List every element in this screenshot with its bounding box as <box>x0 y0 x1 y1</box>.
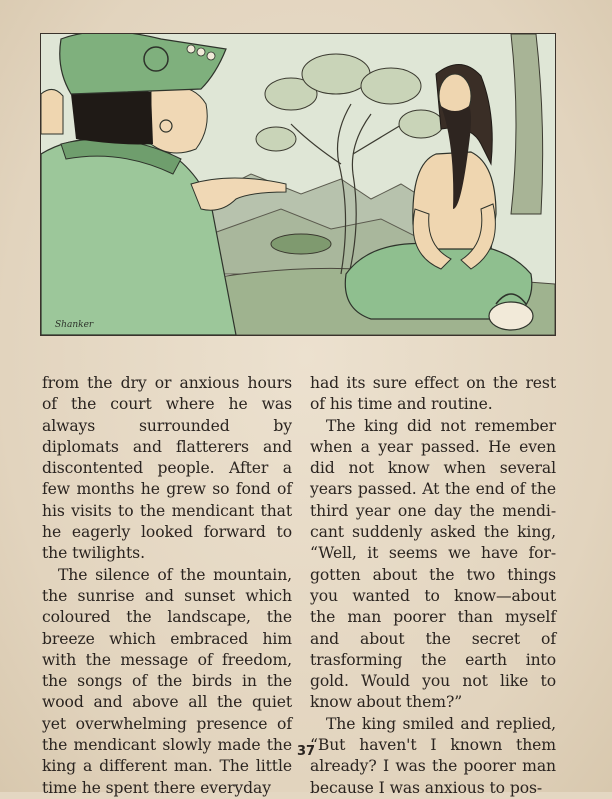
text-column-right <box>310 373 556 799</box>
paragraph: The king did not remember when a year passed. He even did not know when several years passed. At the end of the third year one day the mendi-cant suddenly asked the king, “Well, it seems we have for-gotten about the two things you wanted to know—about the man poorer than myself and about the secret of trasforming the earth into gold. Would you not like to know about them?” <box>310 416 556 712</box>
paragraph: The silence of the mountain, the sunrise and sunset which coloured the landscape, the breeze which embraced him with the message of freedom, the songs of the birds in the wood and above all the quiet yet overwhelming presence of the mendicant slowly made the king a different man. The little time he spent there everyday <box>42 565 292 797</box>
artist-signature: Shanker <box>55 320 94 330</box>
paragraph: had its sure effect on the rest of his time and routine. <box>310 374 556 414</box>
text-column-left <box>42 373 292 799</box>
paragraph: The king smiled and replied, “But haven't I known them already? I was the poorer man because I was anxious to pos- <box>310 714 556 797</box>
page-number: 37 <box>296 744 316 759</box>
story-illustration <box>40 33 556 336</box>
paragraph: from the dry or anxious hours of the court where he was always surrounded by diplomats and flatterers and discontented people. After a few months he grew so fond of his visits to the mendicant that he eagerly looked forward to the twilights. <box>42 374 292 563</box>
